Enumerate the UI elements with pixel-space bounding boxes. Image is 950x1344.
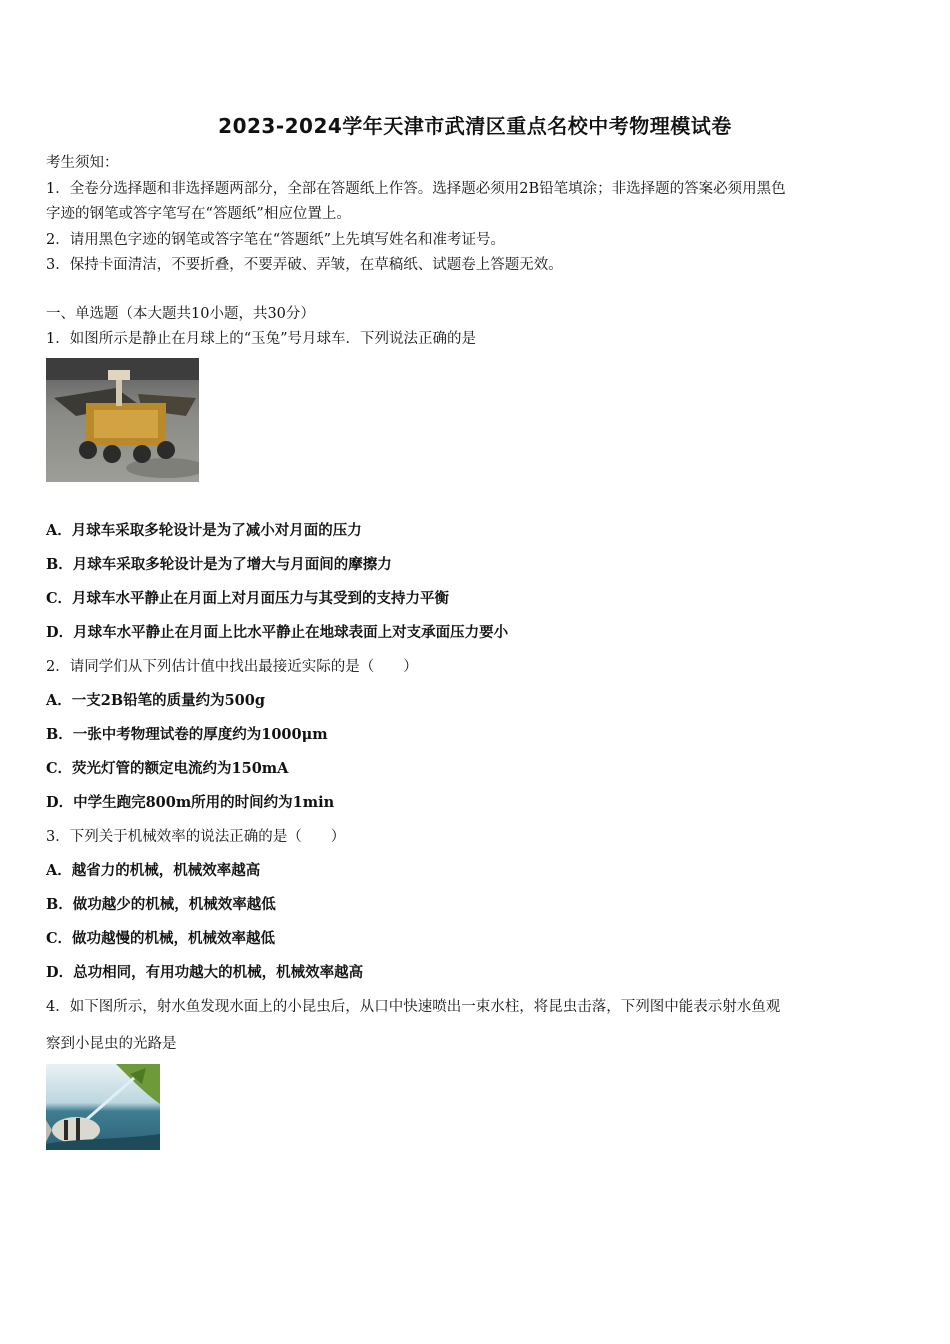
notice-item: 3．保持卡面清洁，不要折叠，不要弄破、弄皱，在草稿纸、试题卷上答题无效。: [46, 257, 563, 273]
question-3-option: B．做功越少的机械，机械效率越低: [46, 896, 276, 913]
section-heading: 一、单选题（本大题共10小题，共30分）: [46, 306, 315, 322]
page-title: 2023-2024学年天津市武清区重点名校中考物理模试卷: [218, 114, 732, 138]
question-4-stem: 察到小昆虫的光路是: [46, 1036, 177, 1052]
question-1-option: D．月球车水平静止在月面上比水平静止在地球表面上对支承面压力要小: [46, 624, 509, 641]
question-3-option: D．总功相同，有用功越大的机械，机械效率越高: [46, 964, 364, 981]
notice-item: 1．全卷分选择题和非选择题两部分，全部在答题纸上作答。选择题必须用2B铅笔填涂；非选择题的答案必须用黑色: [46, 181, 786, 197]
question-2-option: C．荧光灯管的额定电流约为150mA: [46, 760, 289, 777]
question-2-option: D．中学生跑完800m所用的时间约为1min: [46, 794, 335, 811]
question-2-option: A．一支2B铅笔的质量约为500g: [46, 692, 266, 709]
notice-item: 字迹的钢笔或答字笔写在“答题纸”相应位置上。: [46, 206, 351, 222]
question-2-option: B．一张中考物理试卷的厚度约为1000μm: [46, 726, 328, 743]
archer-fish-image: [46, 1064, 160, 1150]
question-1-option: B．月球车采取多轮设计是为了增大与月面间的摩擦力: [46, 556, 392, 573]
notice-item: 2．请用黑色字迹的钢笔或答字笔在“答题纸”上先填写姓名和准考证号。: [46, 232, 506, 248]
notice-heading: 考生须知：: [46, 155, 119, 171]
question-1-option: C．月球车水平静止在月面上对月面压力与其受到的支持力平衡: [46, 590, 450, 607]
question-4-stem: 4．如下图所示，射水鱼发现水面上的小昆虫后，从口中快速喷出一束水柱，将昆虫击落，下列图中能表示射水鱼观: [46, 999, 781, 1015]
question-1-stem: 1．如图所示是静止在月球上的“玉兔”号月球车．下列说法正确的是: [46, 331, 477, 347]
question-2-stem: 2．请同学们从下列估计值中找出最接近实际的是（ ）: [46, 659, 418, 675]
question-3-stem: 3．下列关于机械效率的说法正确的是（ ）: [46, 829, 346, 845]
question-3-option: A．越省力的机械，机械效率越高: [46, 862, 261, 879]
question-3-option: C．做功越慢的机械，机械效率越低: [46, 930, 276, 947]
question-1-option: A．月球车采取多轮设计是为了减小对月面的压力: [46, 522, 362, 539]
lunar-rover-image: [46, 358, 199, 482]
